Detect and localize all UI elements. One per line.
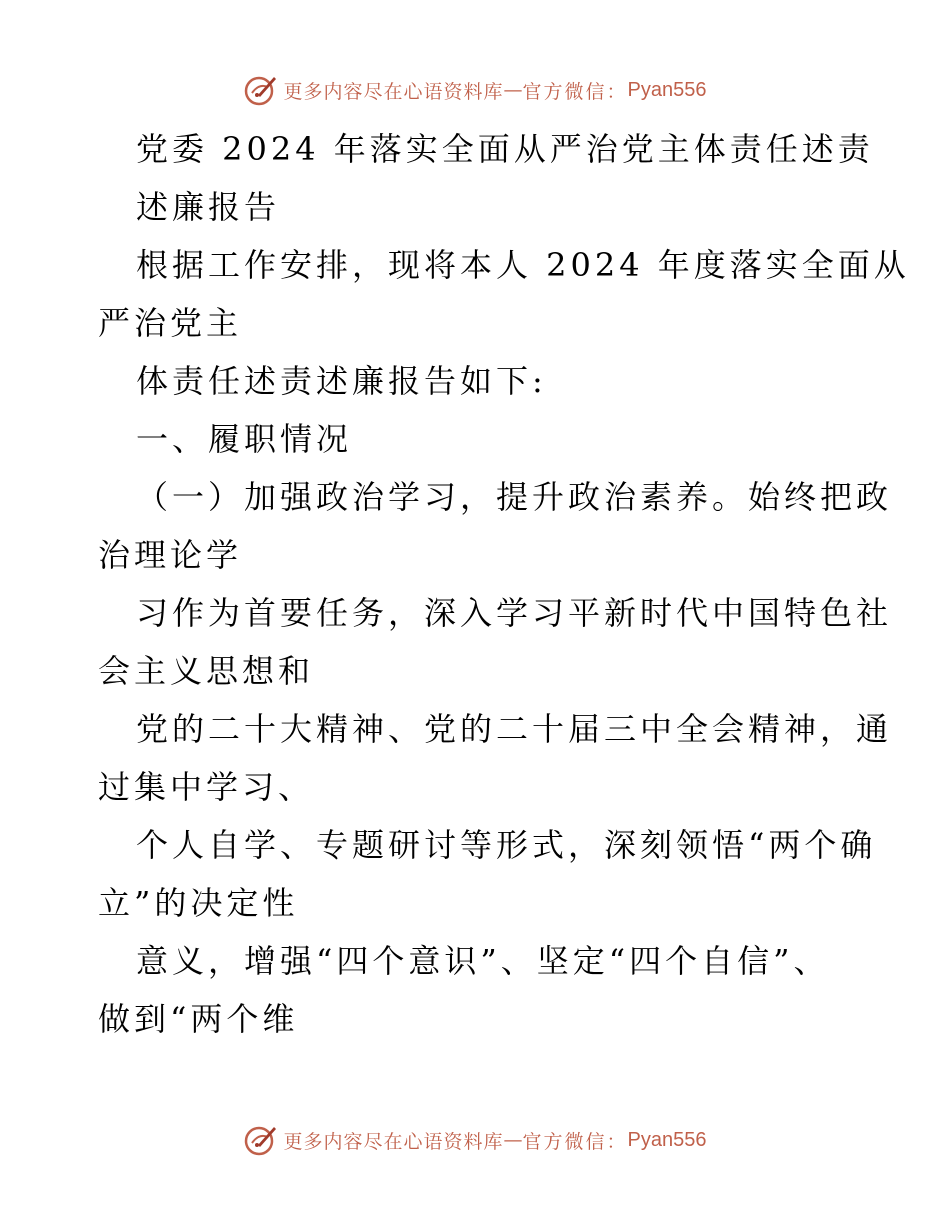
- title-line-1: 党委 2024 年落实全面从严治党主体责任述责: [136, 130, 874, 168]
- banner-separator: —: [503, 79, 523, 101]
- body-line: 立”的决定性: [98, 884, 299, 922]
- body-line: 根据工作安排，现将本人 2024 年度落实全面从: [136, 246, 910, 284]
- body-line: 做到“两个维: [98, 1000, 299, 1038]
- banner-separator: —: [503, 1129, 523, 1151]
- subsection-heading: （一）加强政治学习，提升政治素养。始终把政: [136, 478, 893, 516]
- body-line: 个人自学、专题研讨等形式，深刻领悟“两个确: [136, 826, 877, 864]
- body-line: 党的二十大精神、党的二十届三中全会精神，通: [136, 710, 893, 748]
- body-line: 治理论学: [98, 536, 243, 574]
- banner-wechat-id: Pyan556: [627, 1128, 707, 1151]
- banner-wechat-label: 官方微信：: [522, 1130, 628, 1153]
- body-line: 意义，增强“四个意识”、坚定“四个自信”、: [136, 942, 830, 980]
- pen-logo-icon: [244, 73, 278, 107]
- banner-text: 更多内容尽在心语资料库: [283, 1130, 504, 1153]
- body-line: 严治党主: [98, 304, 243, 342]
- header-banner: [0, 70, 950, 110]
- footer-banner: [0, 1120, 950, 1160]
- banner-wechat-id: Pyan556: [627, 78, 707, 101]
- body-line: 体责任述责述廉报告如下:: [136, 362, 547, 400]
- body-line: 习作为首要任务，深入学习平新时代中国特色社: [136, 594, 893, 632]
- banner-wechat-label: 官方微信：: [522, 80, 628, 103]
- banner-text: 更多内容尽在心语资料库: [283, 80, 504, 103]
- section-heading: 一、履职情况: [136, 420, 353, 458]
- pen-logo-icon: [244, 1123, 278, 1157]
- body-line: 过集中学习、: [98, 768, 315, 806]
- document-body: [98, 120, 910, 1048]
- title-line-2: 述廉报告: [136, 188, 281, 226]
- body-line: 会主义思想和: [98, 652, 315, 690]
